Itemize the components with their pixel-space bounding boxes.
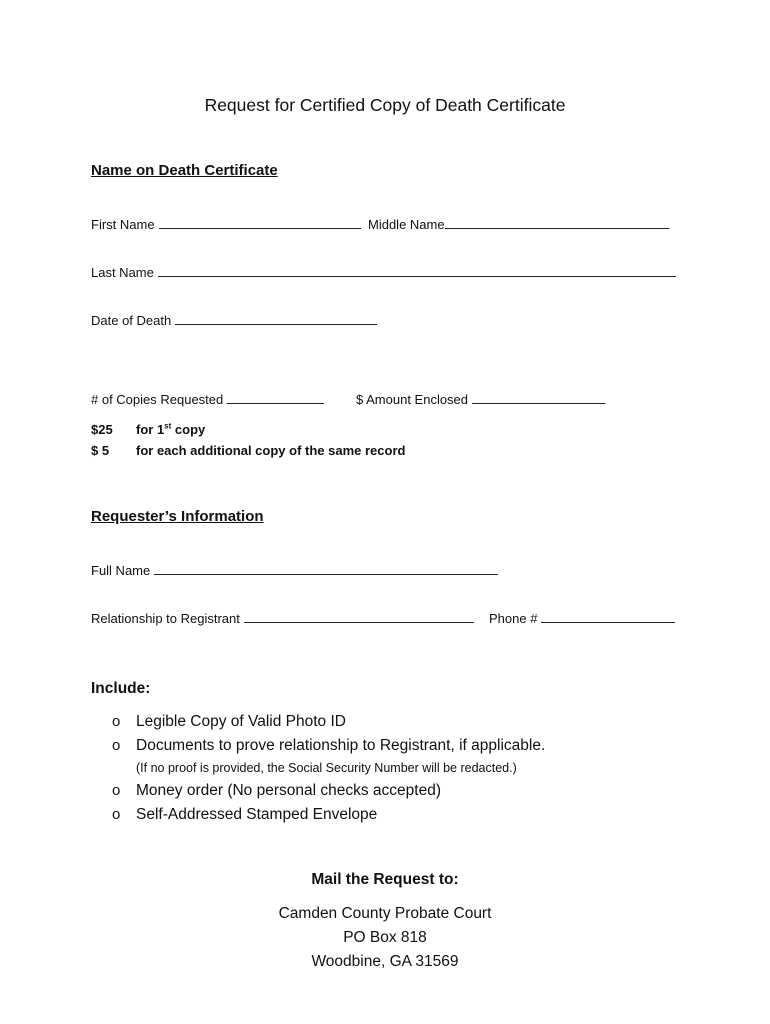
include-item-label: Self-Addressed Stamped Envelope — [136, 806, 378, 823]
middle-name-row — [368, 216, 669, 232]
include-item-label: Documents to prove relationship to Registrant, if applicable. — [136, 737, 546, 754]
fee-row-first — [91, 422, 205, 437]
mail-heading: Mail the Request to: — [311, 871, 459, 888]
mail-address-line: Camden County Probate Court — [278, 905, 492, 922]
amount-label: $ Amount Enclosed — [356, 392, 469, 407]
bullet-icon: o — [112, 713, 121, 730]
fee-row-additional — [91, 443, 405, 458]
first-name-field[interactable] — [159, 216, 361, 229]
phone-row — [489, 610, 675, 626]
relationship-label: Relationship to Registrant — [91, 611, 240, 626]
phone-label: Phone # — [489, 611, 538, 626]
form-title: Request for Certified Copy of Death Certificate — [204, 95, 566, 115]
relationship-row — [91, 610, 474, 626]
copies-label: # of Copies Requested — [91, 392, 224, 407]
first-name-label: First Name — [91, 217, 155, 232]
include-item-label: Money order (No personal checks accepted) — [136, 782, 441, 799]
bullet-icon: o — [112, 806, 121, 823]
include-heading: Include: — [91, 680, 151, 697]
middle-name-label: Middle Name — [368, 217, 445, 232]
last-name-field[interactable] — [158, 264, 676, 277]
date-of-death-label: Date of Death — [91, 313, 172, 328]
include-note: (If no proof is provided, the Social Security Number will be redacted.) — [136, 761, 517, 775]
first-name-row — [91, 216, 361, 232]
date-of-death-field[interactable] — [175, 312, 377, 325]
phone-field[interactable] — [541, 610, 675, 623]
fee-desc-additional: for each additional copy of the same record — [136, 443, 406, 458]
full-name-label: Full Name — [91, 563, 151, 578]
amount-row — [356, 391, 605, 407]
copies-field[interactable] — [227, 391, 324, 404]
full-name-field[interactable] — [154, 562, 498, 575]
copies-row — [91, 391, 324, 407]
mail-address-line: PO Box 818 — [343, 929, 427, 946]
name-section-heading: Name on Death Certificate — [91, 162, 278, 179]
include-item — [112, 782, 441, 800]
fee-amount-first: $25 — [91, 422, 113, 437]
bullet-icon: o — [112, 782, 121, 799]
include-item — [112, 806, 377, 824]
include-item-label: Legible Copy of Valid Photo ID — [136, 713, 346, 730]
fee-amount-additional: $ 5 — [91, 443, 110, 458]
requester-section-heading: Requester’s Information — [91, 508, 264, 525]
relationship-field[interactable] — [244, 610, 474, 623]
last-name-label: Last Name — [91, 265, 154, 280]
full-name-row — [91, 562, 498, 578]
amount-field[interactable] — [472, 391, 605, 404]
include-item — [112, 713, 346, 731]
last-name-row — [91, 264, 676, 280]
include-item — [112, 737, 545, 755]
fee-desc-first: for 1st copy — [136, 421, 206, 437]
bullet-icon: o — [112, 737, 121, 754]
mail-address-line: Woodbine, GA 31569 — [311, 953, 459, 970]
date-of-death-row — [91, 312, 377, 328]
middle-name-field[interactable] — [445, 216, 669, 229]
